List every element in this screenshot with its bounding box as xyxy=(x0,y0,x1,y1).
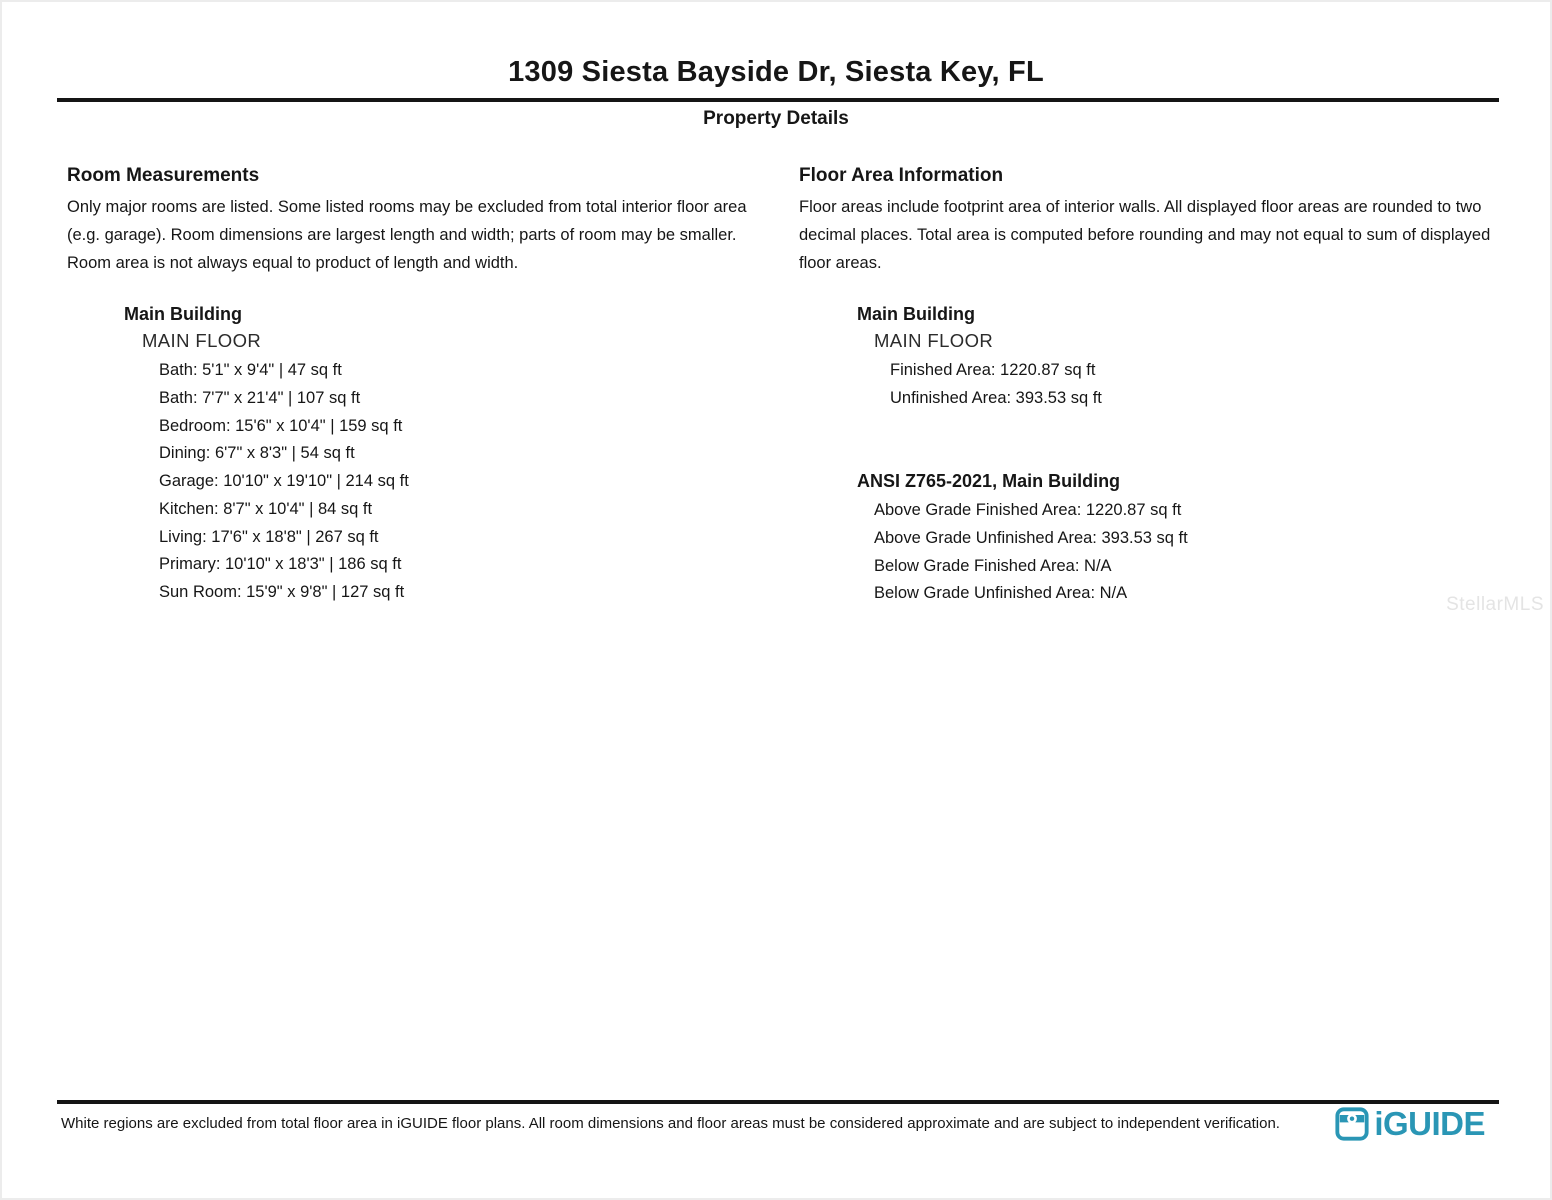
building-name: Main Building xyxy=(124,304,242,324)
floor-area-section xyxy=(799,164,1507,277)
page-title: 1309 Siesta Bayside Dr, Siesta Key, FL xyxy=(508,56,1044,88)
area-item: Finished Area: 1220.87 sq ft xyxy=(890,361,1096,379)
floor-area-heading: Floor Area Information xyxy=(799,165,1004,186)
room-measurements-heading: Room Measurements xyxy=(67,165,260,186)
floor-name: MAIN FLOOR xyxy=(142,330,262,351)
room-item: Living: 17'6" x 18'8" | 267 sq ft xyxy=(159,527,379,546)
ansi-list xyxy=(874,497,1188,608)
iguide-logotext: iGUIDE xyxy=(1374,1105,1485,1142)
building-name: Main Building xyxy=(857,304,975,324)
ansi-section xyxy=(857,469,1188,608)
page-subtitle: Property Details xyxy=(703,108,849,129)
stellar-mls-watermark: StellarMLS xyxy=(1446,594,1544,615)
room-item: Bath: 5'1" x 9'4" | 47 sq ft xyxy=(159,361,342,379)
footer-disclaimer: White regions are excluded from total floor area in iGUIDE floor plans. All room dimensions and floor areas must be considered approximate and are subject to independent verification. xyxy=(61,1115,1280,1132)
ansi-heading: ANSI Z765-2021, Main Building xyxy=(857,471,1121,491)
room-list xyxy=(159,357,409,607)
room-measurements-section xyxy=(67,164,767,277)
ansi-item: Below Grade Finished Area: N/A xyxy=(874,556,1112,575)
iguide-logo xyxy=(1335,1106,1485,1142)
room-item: Bath: 7'7" x 21'4" | 107 sq ft xyxy=(159,388,361,407)
floor-area-building-block xyxy=(857,303,1102,413)
ansi-item: Above Grade Finished Area: 1220.87 sq ft xyxy=(874,501,1182,519)
room-item: Bedroom: 15'6" x 10'4" | 159 sq ft xyxy=(159,416,403,435)
footer-divider xyxy=(57,1100,1499,1104)
area-list xyxy=(890,357,1102,413)
room-measurements-building-block xyxy=(124,303,409,607)
area-item: Unfinished Area: 393.53 sq ft xyxy=(890,388,1102,407)
room-measurements-description: Only major rooms are listed. Some listed rooms may be excluded from total interior floor area (e.g. garage). Room dimensions are largest length and width; parts of room may be smaller. Room area is not always equal to product of length and width. xyxy=(67,198,747,272)
room-item: Garage: 10'10" x 19'10" | 214 sq ft xyxy=(159,472,409,490)
room-item: Primary: 10'10" x 18'3" | 186 sq ft xyxy=(159,555,402,574)
room-item: Kitchen: 8'7" x 10'4" | 84 sq ft xyxy=(159,499,373,518)
title-divider xyxy=(57,98,1499,102)
floor-area-description: Floor areas include footprint area of interior walls. All displayed floor areas are rounded to two decimal places. Total area is computed before rounding and may not equal to sum of displayed floor areas. xyxy=(799,198,1491,272)
floor-name: MAIN FLOOR xyxy=(874,330,994,351)
ansi-item: Below Grade Unfinished Area: N/A xyxy=(874,584,1128,603)
room-item: Dining: 6'7" x 8'3" | 54 sq ft xyxy=(159,444,355,463)
ansi-item: Above Grade Unfinished Area: 393.53 sq ft xyxy=(874,528,1188,547)
iguide-camera-icon xyxy=(1335,1107,1369,1141)
room-item: Sun Room: 15'9" x 9'8" | 127 sq ft xyxy=(159,583,405,601)
